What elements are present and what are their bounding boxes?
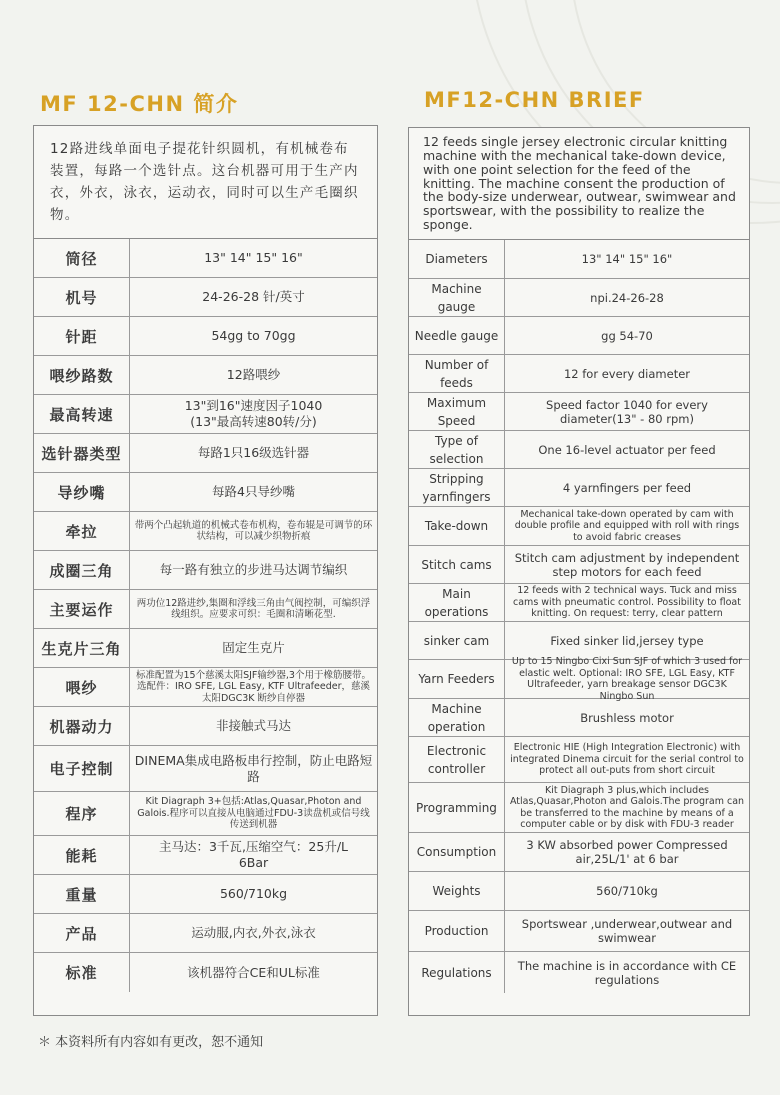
- spec-value: 4 yarnfingers per feed: [562, 480, 692, 495]
- spec-label: 最高转速: [34, 395, 130, 433]
- spec-row: [409, 546, 749, 584]
- spec-row: [34, 356, 377, 395]
- spec-label: sinker cam: [409, 622, 505, 659]
- spec-label: 产品: [34, 914, 130, 952]
- spec-value: 该机器符合CE和UL标准: [187, 964, 320, 980]
- spec-row: [34, 953, 377, 992]
- spec-value: 12 for every diameter: [563, 366, 691, 381]
- spec-label: 筒径: [34, 239, 130, 277]
- spec-row: [409, 622, 749, 660]
- english-spec-table: [408, 127, 750, 1016]
- footnote: ＊ 本资料所有内容如有更改，恕不通知: [38, 1035, 264, 1050]
- spec-label: 程序: [34, 792, 130, 835]
- spec-row: [34, 434, 377, 473]
- english-spec-rows: [409, 240, 749, 993]
- spec-label: 电子控制: [34, 746, 130, 791]
- spec-label: 重量: [34, 875, 130, 913]
- spec-label: 喂纱: [34, 668, 130, 706]
- spec-row: [34, 512, 377, 551]
- spec-label: 能耗: [34, 836, 130, 874]
- spec-label: Machine operation: [409, 699, 505, 736]
- spec-label: Type of selection: [409, 431, 505, 468]
- spec-row: [409, 317, 749, 355]
- spec-label: Stitch cams: [409, 546, 505, 583]
- spec-value: Sportswear ,underwear,outwear and swimwear: [521, 917, 733, 945]
- spec-row: [34, 473, 377, 512]
- spec-value: 每路4只导纱嘴: [212, 484, 295, 499]
- spec-label: 选针器类型: [34, 434, 130, 472]
- spec-value: 主马达：3千瓦,压缩空气：25升/L 6Bar: [158, 839, 348, 870]
- spec-row: [409, 699, 749, 737]
- spec-row: [34, 746, 377, 792]
- english-intro-box: [409, 128, 749, 240]
- spec-row: [409, 469, 749, 507]
- spec-row: [409, 656, 749, 702]
- spec-value: Kit Diagraph 3 plus,which includes Atlas,Quasar,Photon and Galois.The program can be transferred to the machine by means of a computer cable or by disk with FDU-3 reader: [509, 784, 745, 830]
- chinese-spec-table: [33, 125, 378, 1016]
- spec-value: Electronic HIE (High Integration Electronic) with integrated Dinema circuit for the serial control to protect all out-puts from short circuit: [510, 742, 744, 777]
- spec-label: Diameters: [409, 240, 505, 278]
- spec-value: gg 54-70: [601, 328, 653, 343]
- spec-row: [34, 551, 377, 590]
- spec-value: The machine is in accordance with CE regulations: [517, 958, 737, 987]
- spec-row: [409, 911, 749, 952]
- spec-value: 固定生克片: [222, 640, 285, 655]
- chinese-intro-text: 12路进线单面电子提花针织圆机，有机械卷布装置，每路一个选针点。这台机器可用于生产内衣，外衣，泳衣，运动衣，同时可以生产毛圈织物。: [50, 141, 359, 223]
- spec-label: 导纱嘴: [34, 473, 130, 511]
- spec-label: Needle gauge: [409, 317, 505, 354]
- spec-value: 13" 14" 15" 16": [204, 250, 303, 265]
- spec-value: 54gg to 70gg: [211, 328, 296, 343]
- spec-label: Regulations: [409, 952, 505, 993]
- spec-value: Stitch cam adjustment by independent step motors for each feed: [514, 550, 740, 579]
- spec-label: 牵拉: [34, 512, 130, 550]
- spec-value: Fixed sinker lid,jersey type: [550, 633, 704, 648]
- spec-row: [409, 872, 749, 911]
- spec-row: [409, 737, 749, 783]
- spec-row: [34, 590, 377, 629]
- spec-value: 13" 14" 15" 16": [581, 252, 673, 266]
- spec-row: [34, 875, 377, 914]
- spec-value: 每一路有独立的步进马达调节编织: [159, 562, 348, 577]
- spec-value: DINEMA集成电路板串行控制，防止电路短路: [134, 752, 373, 784]
- spec-label: Programming: [409, 783, 505, 832]
- spec-row: [34, 278, 377, 317]
- spec-value: One 16-level actuator per feed: [538, 442, 716, 457]
- spec-row: [34, 836, 377, 875]
- spec-value: 560/710kg: [219, 886, 288, 901]
- spec-label: Take-down: [409, 507, 505, 545]
- spec-row: [409, 240, 749, 279]
- spec-value: Kit Diagraph 3+包括:Atlas,Quasar,Photon and Galois.程序可以直接从电脑通过FDU-3读盘机或信号线传送到机器: [137, 796, 370, 831]
- spec-label: Stripping yarnfingers: [409, 469, 505, 506]
- spec-value: 两功位12路进纱,集圈和浮线三角由气阀控制，可编织浮线组织。应要求可织：毛圈和清晰花型.: [136, 597, 371, 620]
- spec-row: [34, 914, 377, 953]
- spec-value: 13"到16"速度因子1040 (13"最高转速80转/分): [184, 398, 323, 429]
- spec-value: 每路1只16级选针器: [197, 445, 310, 460]
- spec-row: [34, 317, 377, 356]
- chinese-intro-box: [34, 126, 377, 239]
- spec-label: Main operations: [409, 584, 505, 621]
- spec-value: 12 feeds with 2 technical ways. Tuck and miss cams with pneumatic control. Possibility to float knitting. On request: terry, clear pattern: [513, 585, 741, 620]
- spec-row: [34, 239, 377, 278]
- spec-label: Maximum Speed: [409, 393, 505, 430]
- spec-label: 喂纱路数: [34, 356, 130, 394]
- spec-row: [34, 395, 377, 434]
- spec-label: Yarn Feeders: [409, 660, 505, 698]
- spec-row: [409, 833, 749, 872]
- spec-label: Consumption: [409, 833, 505, 871]
- spec-row: [409, 952, 749, 993]
- spec-label: 机号: [34, 278, 130, 316]
- right-title: MF12-CHN BRIEF: [424, 88, 645, 112]
- spec-label: 生克片三角: [34, 629, 130, 667]
- spec-row: [409, 279, 749, 317]
- spec-value: 560/710kg: [596, 884, 658, 898]
- spec-row: [409, 507, 749, 546]
- spec-row: [409, 783, 749, 833]
- spec-value: Mechanical take-down operated by cam with double profile and equipped with roll with rings to avoid fabric creases: [514, 508, 740, 543]
- spec-value: Brushless motor: [580, 710, 674, 725]
- spec-label: 标准: [34, 953, 130, 992]
- spec-value: 12路喂纱: [226, 367, 281, 382]
- spec-label: Electronic controller: [409, 737, 505, 782]
- spec-row: [409, 584, 749, 622]
- spec-row: [409, 393, 749, 431]
- english-intro-text: 12 feeds single jersey electronic circular knitting machine with the mechanical take-down device, with one point selection for the feed of the knitting. The machine consent the production of the body-size underwear, outwear, swimwear and sportswear, with the possibility to realize the sponge.: [423, 134, 736, 232]
- spec-label: Production: [409, 911, 505, 951]
- spec-label: 主要运作: [34, 590, 130, 628]
- spec-row: [34, 792, 377, 836]
- spec-value: Speed factor 1040 for every diameter(13" - 80 rpm): [546, 397, 708, 426]
- spec-row: [34, 707, 377, 746]
- spec-label: 成圈三角: [34, 551, 130, 589]
- spec-label: Machine gauge: [409, 279, 505, 316]
- spec-row: [34, 668, 377, 707]
- spec-value: 非接触式马达: [215, 718, 291, 733]
- spec-label: Number of feeds: [409, 355, 505, 392]
- spec-label: 针距: [34, 317, 130, 355]
- spec-value: 带两个凸起轨道的机械式卷布机构，卷布辊是可调节的环状结构，可以减少织物折痕: [134, 519, 373, 542]
- spec-value: 标准配置为15个慈溪太阳SJF输纱器,3个用于橡筋腰带。选配件：IRO SFE, LGL Easy, KTF Ultrafeeder，慈溪太阳DGC3K 断纱自停器: [136, 669, 371, 704]
- spec-value: 3 KW absorbed power Compressed air,25L/1' at 6 bar: [526, 838, 728, 866]
- spec-value: npi.24-26-28: [590, 290, 664, 305]
- spec-value: Up to 15 Ningbo Cixi Sun SJF of which 3 used for elastic welt. Optional: IRO SFE, LGL Easy, KTF Ultrafeeder, yarn breakage sensor DGC3K Ningbo Sun: [511, 656, 743, 702]
- spec-value: 运动服,内衣,外衣,泳衣: [191, 925, 316, 940]
- spec-row: [409, 355, 749, 393]
- spec-label: Weights: [409, 872, 505, 910]
- left-title: MF 12-CHN 简介: [40, 92, 239, 116]
- spec-label: 机器动力: [34, 707, 130, 745]
- chinese-spec-rows: [34, 239, 377, 992]
- spec-row: [34, 629, 377, 668]
- spec-value: 24-26-28 针/英寸: [202, 289, 305, 304]
- spec-row: [409, 431, 749, 469]
